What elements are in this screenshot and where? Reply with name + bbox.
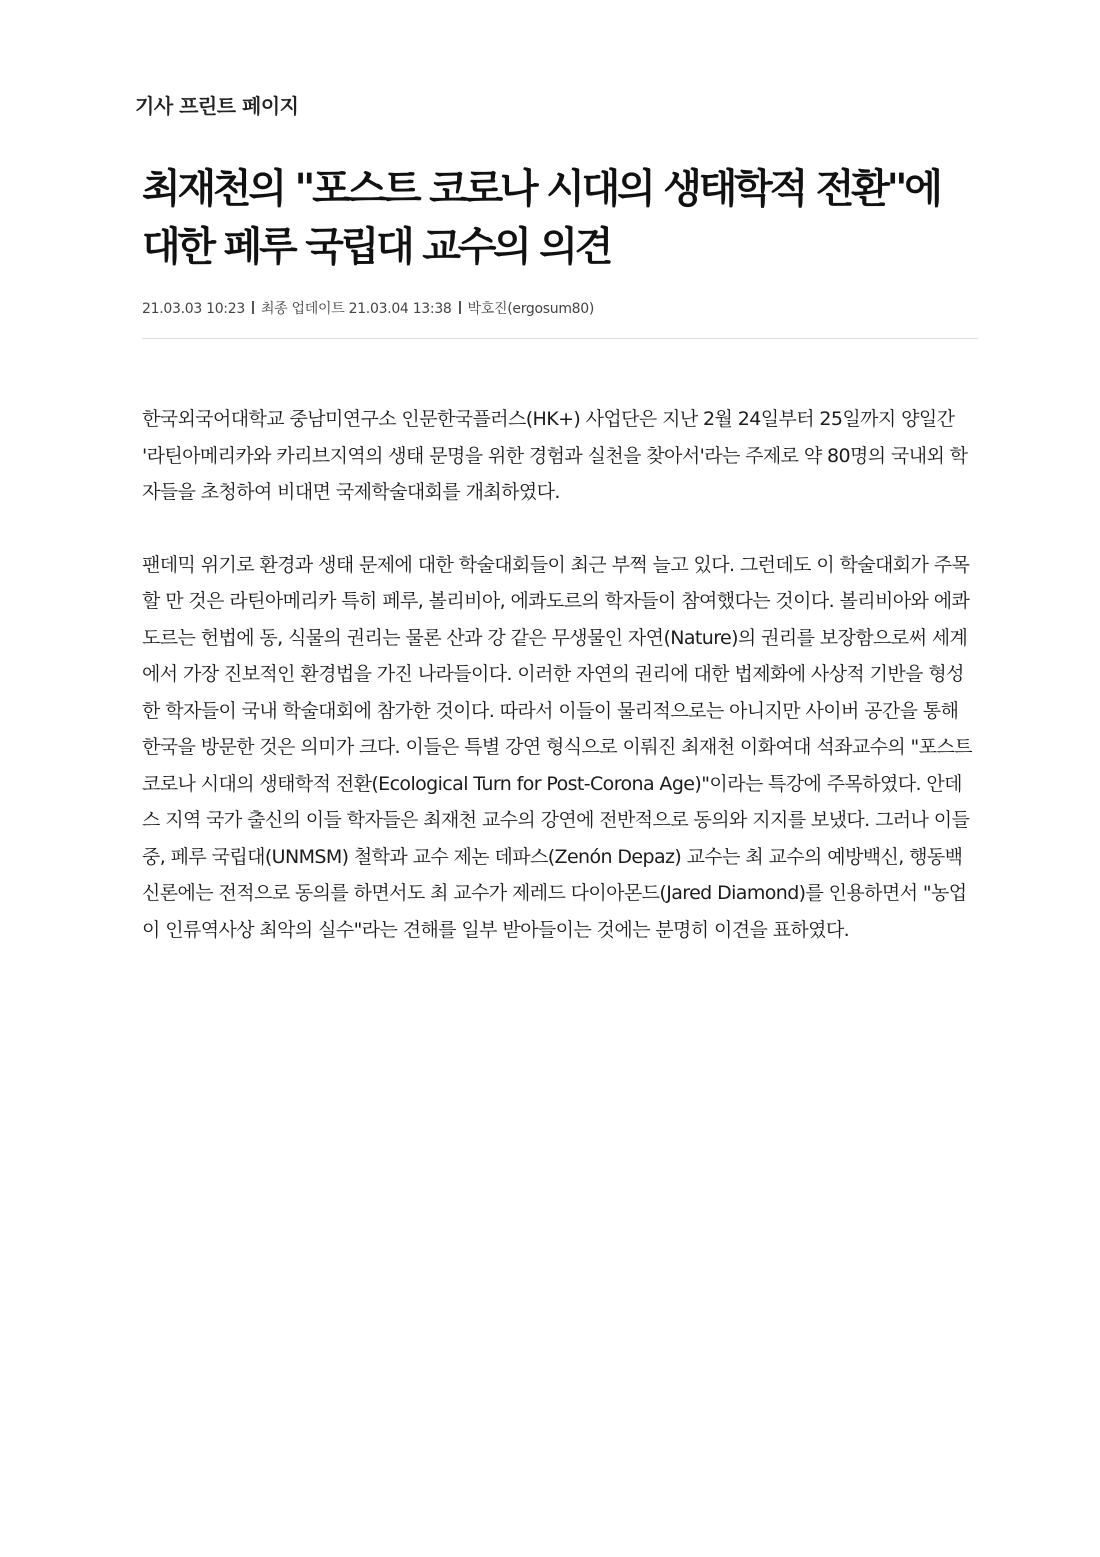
header-divider	[142, 338, 978, 339]
body-paragraph: 팬데믹 위기로 환경과 생태 문제에 대한 학술대회들이 최근 부쩍 늘고 있다. 그런데도 이 학술대회가 주목할 만 것은 라틴아메리카 특히 페루, 볼리비아, 에콰도르의 학자들이 참여했다는 것이다. 볼리비아와 에콰도르는 헌법에 동, 식물의 권리는 물론 산과 강 같은 무생물인 자연(Nature)의 권리를 보장함으로써 세계에서 가장 진보적인 환경법을 가진 나라들이다. 이러한 자연의 권리에 대한 법제화에 사상적 기반을 형성한 학자들이 국내 학술대회에 참가한 것이다. 따라서 이들이 물리적으로는 아니지만 사이버 공간을 통해 한국을 방문한 것은 의미가 크다. 이들은 특별 강연 형식으로 이뤄진 최재천 이화여대 석좌교수의 "포스트 코로나 시대의 생태학적 전환(Ecological Turn for Post-Corona Age)"이라는 특강에 주목하였다. 안데스 지역 국가 출신의 이들 학자들은 최재천 교수의 강연에 전반적으로 동의와 지지를 보냈다. 그러나 이들 중, 페루 국립대(UNMSM) 철학과 교수 제논 데파스(Zenón Depaz) 교수는 최 교수의 예방백신, 행동백신론에는 전적으로 동의를 하면서도 최 교수가 제레드 다이아몬드(Jared Diamond)를 인용하면서 "농업이 인류역사상 최악의 실수"라는 견해를 일부 받아들이는 것에는 분명히 이견을 표하였다.	[142, 553, 972, 941]
published-date: 21.03.03 10:23	[142, 301, 245, 317]
article-title: 최재천의 "포스트 코로나 시대의 생태학적 전환"에 대한 페루 국립대 교수의 의견	[142, 166, 940, 270]
article-meta	[142, 298, 978, 318]
article-body	[142, 401, 978, 948]
updated-date: 최종 업데이트 21.03.04 13:38	[260, 301, 452, 317]
author-name: 박호진(ergosum80)	[467, 301, 595, 317]
body-paragraph: 한국외국어대학교 중남미연구소 인문한국플러스(HK+) 사업단은 지난 2월 24일부터 25일까지 양일간 '라틴아메리카와 카리브지역의 생태 문명을 위한 경험과 실천을 찾아서'라는 주제로 약 80명의 국내외 학자들을 초청하여 비대면 국제학술대회를 개최하였다.	[142, 408, 968, 503]
article	[142, 160, 978, 984]
meta-divider	[459, 301, 461, 314]
meta-divider	[252, 301, 254, 314]
print-page-label: 기사 프린트 페이지	[135, 94, 299, 118]
